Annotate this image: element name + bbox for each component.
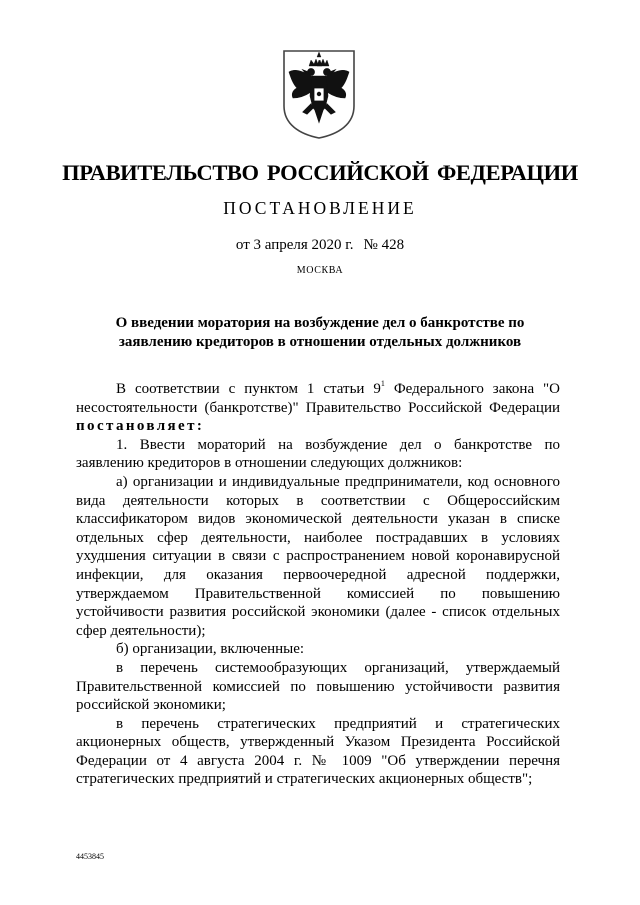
paragraph-1b: б) организации, включенные:	[116, 641, 305, 658]
preamble-text-b: Федерального закона "О несостоятельности (банкротстве)" Правительство Российской Федерации	[76, 381, 560, 416]
document-date: от 3 апреля 2020 г.	[235, 237, 354, 253]
city-name: МОСКВА	[296, 265, 344, 276]
paragraph-1: 1. Ввести мораторий на возбуждение дел о банкротстве по заявлению кредиторов в отношении следующих должников:	[76, 436, 560, 472]
document-subject	[90, 314, 550, 352]
subject-line-2: заявлению кредиторов в отношении отдельных должников	[118, 334, 522, 350]
paragraph-1a: а) организации и индивидуальные предприниматели, код основного вида деятельности которых в соответствии с Общероссийским классификатором видов экономической деятельности указан в списке отдельных сфер деятельности, наиболее пострадавших в условиях ухудшения ситуации в связи с распространением новой коронавирусной инфекции, для оказания первоочередной адресной поддержки, утверждаемом Правительственной комиссией по повышению устойчивости развития российской экономики (далее - список отдельных сфер деятельности);	[76, 473, 560, 639]
issuing-authority: ПРАВИТЕЛЬСТВО РОССИЙСКОЙ ФЕДЕРАЦИИ	[62, 160, 578, 185]
document-type: ПОСТАНОВЛЕНИЕ	[223, 198, 417, 218]
resolves-word: постановляет:	[76, 418, 205, 435]
document-number: № 428	[363, 237, 405, 253]
footer-code: 4453845	[76, 852, 104, 861]
document-body	[76, 380, 560, 789]
paragraph-list-strategic: в перечень стратегических предприятий и стратегических акционерных обществ, утвержденный Указом Президента Российской Федерации от 4 августа 2004 г. № 1009 "Об утверждении перечня стратегических предприятий и стратегических акционерных обществ";	[76, 715, 560, 788]
coat-of-arms-icon	[281, 48, 357, 140]
article-superscript: 1	[380, 379, 385, 388]
subject-line-1: О введении моратория на возбуждение дел о банкротстве по	[115, 315, 525, 331]
date-line	[0, 237, 640, 254]
paragraph-list-systemic: в перечень системообразующих организаций, утверждаемый Правительственной комиссией по повышению устойчивости развития российской экономики;	[76, 659, 560, 714]
paragraph-preamble	[76, 380, 560, 436]
preamble-text-a: В соответствии с пунктом 1 статьи 9	[116, 381, 381, 397]
